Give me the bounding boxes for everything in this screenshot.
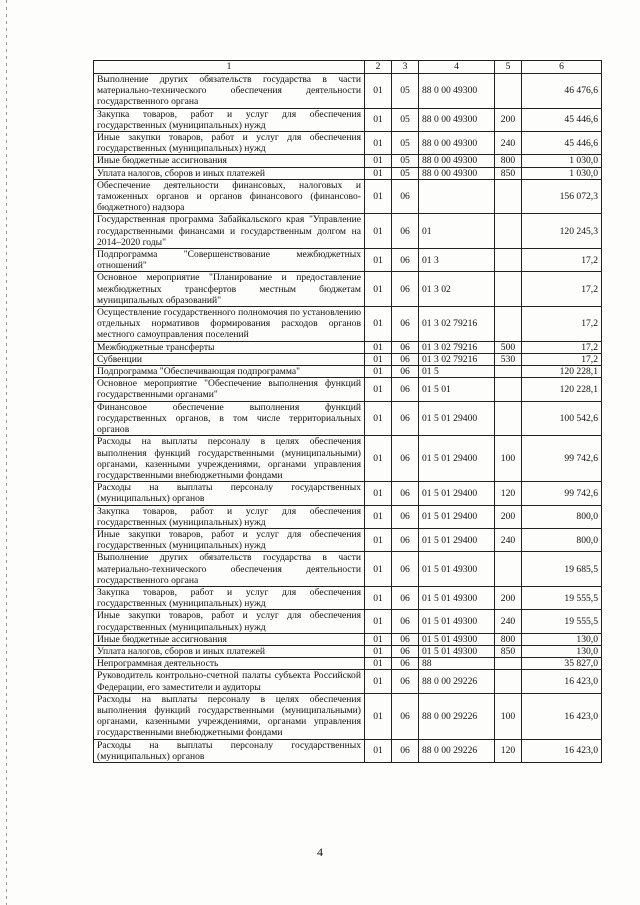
subsection-code-cell: 06 — [392, 272, 419, 307]
amount-cell: 99 742,6 — [522, 436, 602, 482]
table-row — [94, 108, 602, 131]
row-name-cell: Иные закупки товаров, работ и услуг для обеспечения государственных (муниципальных) нужд — [94, 528, 365, 551]
amount-cell: 100 542,6 — [522, 401, 602, 436]
target-article-cell: 01 3 — [419, 249, 495, 272]
subsection-code-cell: 06 — [392, 693, 419, 739]
expense-type-cell: 200 — [495, 108, 522, 131]
row-name-cell: Уплата налогов, сборов и иных платежей — [94, 645, 365, 657]
header-cell: 1 — [94, 61, 365, 74]
target-article-cell: 01 5 01 49300 — [419, 633, 495, 645]
row-name-cell: Подпрограмма "Обеспечивающая подпрограмма" — [94, 366, 365, 378]
expense-type-cell: 850 — [495, 167, 522, 179]
subsection-code-cell: 06 — [392, 366, 419, 378]
target-article-cell: 01 5 01 49300 — [419, 552, 495, 587]
table-header-row — [94, 61, 602, 74]
row-name-cell: Уплата налогов, сборов и иных платежей — [94, 167, 365, 179]
section-code-cell: 01 — [365, 108, 392, 131]
expense-type-cell — [495, 670, 522, 693]
subsection-code-cell: 06 — [392, 586, 419, 609]
amount-cell: 800,0 — [522, 505, 602, 528]
row-name-cell: Расходы на выплаты персоналу в целях обеспечения выполнения функций государственными (муниципальными) органами, казенными учреждениями, органами управления государственными внебюджетными фондами — [94, 436, 365, 482]
page-edge-line — [6, 0, 7, 905]
expense-type-cell: 120 — [495, 482, 522, 505]
section-code-cell: 01 — [365, 179, 392, 214]
expense-type-cell: 500 — [495, 341, 522, 353]
expense-type-cell — [495, 401, 522, 436]
section-code-cell: 01 — [365, 610, 392, 633]
section-code-cell: 01 — [365, 353, 392, 365]
section-code-cell: 01 — [365, 272, 392, 307]
amount-cell: 120 245,3 — [522, 214, 602, 249]
table-row — [94, 401, 602, 436]
section-code-cell: 01 — [365, 586, 392, 609]
subsection-code-cell: 06 — [392, 645, 419, 657]
subsection-code-cell: 06 — [392, 179, 419, 214]
expense-type-cell — [495, 366, 522, 378]
row-name-cell: Расходы на выплаты персоналу государственных (муниципальных) органов — [94, 482, 365, 505]
amount-cell: 130,0 — [522, 633, 602, 645]
subsection-code-cell: 05 — [392, 132, 419, 155]
table-row — [94, 633, 602, 645]
row-name-cell: Расходы на выплаты персоналу государственных (муниципальных) органов — [94, 739, 365, 762]
target-article-cell: 01 5 01 29400 — [419, 505, 495, 528]
row-name-cell: Иные бюджетные ассигнования — [94, 633, 365, 645]
section-code-cell: 01 — [365, 167, 392, 179]
row-name-cell: Иные закупки товаров, работ и услуг для обеспечения государственных (муниципальных) нужд — [94, 132, 365, 155]
section-code-cell: 01 — [365, 670, 392, 693]
subsection-code-cell: 06 — [392, 341, 419, 353]
row-name-cell: Закупка товаров, работ и услуг для обеспечения государственных (муниципальных) нужд — [94, 505, 365, 528]
table-row — [94, 645, 602, 657]
subsection-code-cell: 06 — [392, 505, 419, 528]
row-name-cell: Государственная программа Забайкальского края "Управление государственными финансами и государственным долгом на 2014–2020 годы" — [94, 214, 365, 249]
target-article-cell: 01 — [419, 214, 495, 249]
target-article-cell: 01 3 02 79216 — [419, 341, 495, 353]
page-number: 4 — [317, 845, 323, 859]
table-row — [94, 610, 602, 633]
amount-cell: 35 827,0 — [522, 658, 602, 670]
expense-type-cell: 240 — [495, 528, 522, 551]
expense-type-cell — [495, 552, 522, 587]
subsection-code-cell: 05 — [392, 167, 419, 179]
subsection-code-cell: 06 — [392, 401, 419, 436]
table-row — [94, 272, 602, 307]
section-code-cell: 01 — [365, 739, 392, 762]
target-article-cell: 01 5 01 29400 — [419, 401, 495, 436]
target-article-cell: 01 3 02 79216 — [419, 353, 495, 365]
table-row — [94, 74, 602, 109]
section-code-cell: 01 — [365, 74, 392, 109]
expense-type-cell: 200 — [495, 586, 522, 609]
expense-type-cell — [495, 74, 522, 109]
expense-type-cell — [495, 179, 522, 214]
header-cell: 2 — [365, 61, 392, 74]
amount-cell: 45 446,6 — [522, 132, 602, 155]
section-code-cell: 01 — [365, 249, 392, 272]
subsection-code-cell: 06 — [392, 633, 419, 645]
target-article-cell: 01 5 — [419, 366, 495, 378]
expense-type-cell — [495, 307, 522, 342]
expense-type-cell: 240 — [495, 132, 522, 155]
target-article-cell: 01 5 01 49300 — [419, 645, 495, 657]
section-code-cell: 01 — [365, 528, 392, 551]
row-name-cell: Основное мероприятие "Планирование и предоставление межбюджетных трансфертов местным бюджетам муниципальных образований" — [94, 272, 365, 307]
table-row — [94, 214, 602, 249]
section-code-cell: 01 — [365, 645, 392, 657]
amount-cell: 19 555,5 — [522, 610, 602, 633]
amount-cell: 800,0 — [522, 528, 602, 551]
subsection-code-cell: 06 — [392, 353, 419, 365]
amount-cell: 45 446,6 — [522, 108, 602, 131]
table-row — [94, 739, 602, 762]
section-code-cell: 01 — [365, 307, 392, 342]
table-row — [94, 366, 602, 378]
amount-cell: 19 685,5 — [522, 552, 602, 587]
amount-cell: 17,2 — [522, 272, 602, 307]
section-code-cell: 01 — [365, 366, 392, 378]
section-code-cell: 01 — [365, 693, 392, 739]
row-name-cell: Выполнение других обязательств государства в части материально-технического обеспечения деятельности государственного органа — [94, 552, 365, 587]
expense-type-cell: 100 — [495, 436, 522, 482]
expense-type-cell: 240 — [495, 610, 522, 633]
subsection-code-cell: 05 — [392, 108, 419, 131]
expense-type-cell: 850 — [495, 645, 522, 657]
amount-cell: 16 423,0 — [522, 693, 602, 739]
section-code-cell: 01 — [365, 378, 392, 401]
subsection-code-cell: 06 — [392, 739, 419, 762]
row-name-cell: Закупка товаров, работ и услуг для обеспечения государственных (муниципальных) нужд — [94, 586, 365, 609]
row-name-cell: Иные закупки товаров, работ и услуг для обеспечения государственных (муниципальных) нужд — [94, 610, 365, 633]
row-name-cell: Расходы на выплаты персоналу в целях обеспечения выполнения функций государственными (муниципальными) органами, казенными учреждениями, органами управления государственными внебюджетными фондами — [94, 693, 365, 739]
section-code-cell: 01 — [365, 341, 392, 353]
subsection-code-cell: 06 — [392, 670, 419, 693]
table-row — [94, 586, 602, 609]
subsection-code-cell: 06 — [392, 610, 419, 633]
expense-type-cell: 800 — [495, 155, 522, 167]
header-cell: 4 — [419, 61, 495, 74]
expense-type-cell: 200 — [495, 505, 522, 528]
table-row — [94, 482, 602, 505]
section-code-cell: 01 — [365, 482, 392, 505]
header-cell: 3 — [392, 61, 419, 74]
amount-cell: 16 423,0 — [522, 739, 602, 762]
subsection-code-cell: 05 — [392, 74, 419, 109]
amount-cell: 1 030,0 — [522, 155, 602, 167]
subsection-code-cell: 06 — [392, 378, 419, 401]
amount-cell: 17,2 — [522, 353, 602, 365]
row-name-cell: Осуществление государственного полномочия по установлению отдельных нормативов формирования расходов органов местного самоуправления поселений — [94, 307, 365, 342]
row-name-cell: Непрограммная деятельность — [94, 658, 365, 670]
row-name-cell: Субвенции — [94, 353, 365, 365]
expense-type-cell — [495, 272, 522, 307]
row-name-cell: Выполнение других обязательств государства в части материально-технического обеспечения деятельности государственного органа — [94, 74, 365, 109]
table-row — [94, 693, 602, 739]
header-cell: 5 — [495, 61, 522, 74]
table-row — [94, 179, 602, 214]
table-row — [94, 436, 602, 482]
target-article-cell: 88 — [419, 658, 495, 670]
row-name-cell: Финансовое обеспечение выполнения функций государственных органов, в том числе территориальных органов — [94, 401, 365, 436]
table-row — [94, 670, 602, 693]
amount-cell: 120 228,1 — [522, 366, 602, 378]
subsection-code-cell: 06 — [392, 482, 419, 505]
row-name-cell: Обеспечение деятельности финансовых, налоговых и таможенных органов и органов финансового (финансово-бюджетного) надзора — [94, 179, 365, 214]
table-row — [94, 552, 602, 587]
target-article-cell: 01 5 01 29400 — [419, 528, 495, 551]
subsection-code-cell: 05 — [392, 155, 419, 167]
table-row — [94, 307, 602, 342]
row-name-cell: Подпрограмма "Совершенствование межбюджетных отношений" — [94, 249, 365, 272]
amount-cell: 19 555,5 — [522, 586, 602, 609]
amount-cell: 156 072,3 — [522, 179, 602, 214]
row-name-cell: Руководитель контрольно-счетной палаты субъекта Российской Федерации, его заместители и аудиторы — [94, 670, 365, 693]
target-article-cell: 01 5 01 49300 — [419, 586, 495, 609]
subsection-code-cell: 06 — [392, 307, 419, 342]
section-code-cell: 01 — [365, 155, 392, 167]
target-article-cell: 88 0 00 49300 — [419, 74, 495, 109]
expense-type-cell: 100 — [495, 693, 522, 739]
table-row — [94, 528, 602, 551]
target-article-cell: 01 3 02 79216 — [419, 307, 495, 342]
amount-cell: 99 742,6 — [522, 482, 602, 505]
target-article-cell: 01 5 01 49300 — [419, 610, 495, 633]
amount-cell: 17,2 — [522, 307, 602, 342]
table-row — [94, 167, 602, 179]
header-cell: 6 — [522, 61, 602, 74]
budget-table — [93, 60, 602, 763]
expense-type-cell — [495, 214, 522, 249]
row-name-cell: Закупка товаров, работ и услуг для обеспечения государственных (муниципальных) нужд — [94, 108, 365, 131]
row-name-cell: Межбюджетные трансферты — [94, 341, 365, 353]
section-code-cell: 01 — [365, 633, 392, 645]
target-article-cell — [419, 179, 495, 214]
target-article-cell: 88 0 00 49300 — [419, 155, 495, 167]
expense-type-cell: 120 — [495, 739, 522, 762]
amount-cell: 130,0 — [522, 645, 602, 657]
expense-type-cell — [495, 378, 522, 401]
subsection-code-cell: 06 — [392, 249, 419, 272]
table-row — [94, 658, 602, 670]
row-name-cell: Основное мероприятие "Обеспечение выполнения функций государственными органами" — [94, 378, 365, 401]
table-row — [94, 341, 602, 353]
row-name-cell: Иные бюджетные ассигнования — [94, 155, 365, 167]
amount-cell: 16 423,0 — [522, 670, 602, 693]
subsection-code-cell: 06 — [392, 528, 419, 551]
target-article-cell: 01 5 01 — [419, 378, 495, 401]
expense-type-cell — [495, 249, 522, 272]
amount-cell: 17,2 — [522, 249, 602, 272]
section-code-cell: 01 — [365, 401, 392, 436]
subsection-code-cell: 06 — [392, 658, 419, 670]
target-article-cell: 88 0 00 29226 — [419, 739, 495, 762]
target-article-cell: 88 0 00 29226 — [419, 693, 495, 739]
table-row — [94, 378, 602, 401]
section-code-cell: 01 — [365, 505, 392, 528]
target-article-cell: 88 0 00 29226 — [419, 670, 495, 693]
table-row — [94, 505, 602, 528]
table-row — [94, 353, 602, 365]
section-code-cell: 01 — [365, 214, 392, 249]
subsection-code-cell: 06 — [392, 552, 419, 587]
section-code-cell: 01 — [365, 436, 392, 482]
target-article-cell: 01 3 02 — [419, 272, 495, 307]
section-code-cell: 01 — [365, 132, 392, 155]
target-article-cell: 88 0 00 49300 — [419, 167, 495, 179]
target-article-cell: 88 0 00 49300 — [419, 108, 495, 131]
target-article-cell: 01 5 01 29400 — [419, 482, 495, 505]
amount-cell: 1 030,0 — [522, 167, 602, 179]
amount-cell: 120 228,1 — [522, 378, 602, 401]
expense-type-cell: 800 — [495, 633, 522, 645]
amount-cell: 46 476,6 — [522, 74, 602, 109]
table-row — [94, 132, 602, 155]
expense-type-cell: 530 — [495, 353, 522, 365]
section-code-cell: 01 — [365, 552, 392, 587]
table-row — [94, 249, 602, 272]
amount-cell: 17,2 — [522, 341, 602, 353]
subsection-code-cell: 06 — [392, 436, 419, 482]
subsection-code-cell: 06 — [392, 214, 419, 249]
expense-type-cell — [495, 658, 522, 670]
table-row — [94, 155, 602, 167]
target-article-cell: 01 5 01 29400 — [419, 436, 495, 482]
section-code-cell: 01 — [365, 658, 392, 670]
target-article-cell: 88 0 00 49300 — [419, 132, 495, 155]
